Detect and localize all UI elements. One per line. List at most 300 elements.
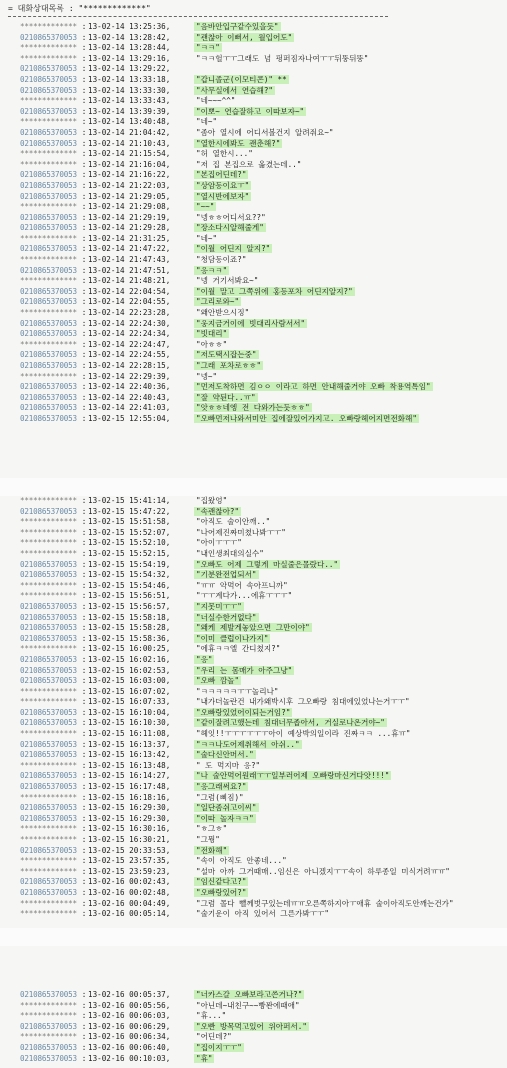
message-text: "허 열한시..." (196, 149, 253, 159)
message-row (20, 287, 500, 298)
message-row (20, 990, 500, 1001)
message-row (20, 888, 500, 899)
message-row (20, 814, 500, 825)
message-row (20, 655, 500, 666)
sender-id: ************* (20, 760, 77, 770)
separator: : (81, 286, 87, 296)
timestamp: 13-02-15 15:58:18, (88, 612, 171, 622)
sender-id: 0210865370053 (20, 990, 77, 999)
message-text: "오빠랑있었어이되는거임?" (196, 707, 291, 717)
separator: : (81, 760, 87, 770)
sender-id: 0210865370053 (20, 74, 77, 84)
timestamp: 13-02-16 00:06:03, (88, 1011, 171, 1021)
sender-id: ************* (20, 1011, 77, 1021)
sender-id: 0210865370053 (20, 127, 77, 137)
separator: : (81, 739, 87, 749)
message-text: "같이잘려고했는데 침대너무좁아서, 거실로나온거야~" (196, 718, 385, 728)
timestamp: 13-02-15 16:29:30, (88, 803, 171, 813)
timestamp: 13-02-15 16:18:16, (88, 792, 171, 802)
message-text: " 도 먹지마 응?" (196, 760, 261, 770)
timestamp: 13-02-14 22:24:55, (88, 350, 171, 360)
separator: : (81, 1011, 87, 1021)
sender-id: ************* (20, 96, 77, 106)
timestamp: 13-02-14 13:33:43, (88, 96, 171, 106)
message-row (20, 1022, 500, 1033)
separator: : (81, 824, 87, 834)
message-text: "너실수한거없다" (196, 612, 257, 622)
sender-id: ************* (20, 308, 77, 318)
sender-id: ************* (20, 233, 77, 243)
separator: : (81, 265, 87, 275)
timestamp: 13-02-14 21:47:43, (88, 255, 171, 265)
timestamp: 13-02-15 16:11:08, (88, 729, 171, 739)
message-text: "휴" (196, 1053, 213, 1063)
separator: : (81, 887, 87, 897)
sender-id: 0210865370053 (20, 1042, 77, 1052)
sender-id: ************* (20, 729, 77, 739)
sender-id: 0210865370053 (20, 318, 77, 328)
message-row (20, 33, 500, 44)
timestamp: 13-02-14 22:28:15, (88, 361, 171, 370)
sender-id: 0210865370053 (20, 180, 77, 190)
message-row (20, 909, 500, 920)
timestamp: 13-02-14 13:25:36, (88, 22, 171, 31)
message-row (20, 403, 500, 414)
sender-id: 0210865370053 (20, 106, 77, 116)
timestamp: 13-02-16 00:06:34, (88, 1032, 171, 1042)
message-text: "그럼 몰다 뺄께벗구있는데ㅠㅠ오른쪽하지아ㅜ애휴 술이아직도안깨는건가" (196, 898, 454, 908)
message-text: "지못미ㅜㅜ" (196, 601, 242, 611)
message-text: "아닌데~내친구~~빵꽌에때애" (196, 1000, 300, 1010)
message-text: "왜케 제발게놓았으면 그만이야" (196, 623, 310, 633)
sender-id: ************* (20, 856, 77, 866)
message-text: "그뭥" (196, 835, 220, 844)
timestamp: 13-02-14 21:29:08, (88, 202, 171, 212)
sender-id: ************* (20, 53, 77, 63)
separator: : (81, 792, 87, 802)
message-row (20, 761, 500, 772)
message-text: "열시반에보자" (196, 191, 250, 201)
separator: : (81, 496, 87, 505)
separator: : (81, 517, 87, 527)
separator: : (81, 64, 87, 74)
separator: : (81, 707, 87, 717)
timestamp: 13-02-14 21:04:42, (88, 127, 171, 137)
separator: : (81, 591, 87, 601)
message-row (20, 718, 500, 729)
message-row (20, 867, 500, 878)
message-row (20, 1032, 500, 1043)
message-text: "집이지ㅜㅜ" (196, 1042, 242, 1052)
sender-id: ************* (20, 1000, 77, 1010)
sender-id: 0210865370053 (20, 654, 77, 664)
separator: : (81, 676, 87, 686)
separator: : (81, 506, 87, 516)
sender-id: ************* (20, 496, 77, 505)
sender-id: ************* (20, 371, 77, 381)
separator: : (81, 718, 87, 728)
message-text: "ㅋㅋ헐ㅜㅜ그래도 넘 펑퍼짐자나여ㅜㅜ뒤뚱뒤뚱" (196, 53, 369, 63)
separator: : (81, 382, 87, 392)
message-row (20, 846, 500, 857)
timestamp: 13-02-14 21:47:22, (88, 244, 171, 254)
sender-id: ************* (20, 580, 77, 590)
sender-id: 0210865370053 (20, 665, 77, 675)
message-text: "저 집 본집으로 옮겼는데.." (196, 159, 302, 169)
message-row (20, 266, 500, 277)
sender-id: 0210865370053 (20, 601, 77, 611)
timestamp: 13-02-15 16:10:30, (88, 718, 171, 728)
sender-id: ************* (20, 697, 77, 707)
message-row (20, 54, 500, 65)
message-row (20, 750, 500, 761)
sender-id: ************* (20, 202, 77, 212)
message-row (20, 329, 500, 340)
timestamp: 13-02-15 16:10:04, (88, 707, 171, 717)
page-break-2 (0, 928, 507, 946)
timestamp: 13-02-15 12:55:04, (88, 413, 171, 423)
sender-id: ************* (20, 792, 77, 802)
sender-id: 0210865370053 (20, 845, 77, 855)
separator: : (81, 212, 87, 222)
separator: : (81, 371, 87, 381)
separator: : (81, 127, 87, 137)
message-row (20, 170, 500, 181)
sender-id: ************* (20, 255, 77, 265)
separator: : (81, 244, 87, 254)
sender-id: 0210865370053 (20, 297, 77, 307)
separator: : (81, 898, 87, 908)
sender-id: ************* (20, 22, 77, 31)
message-text: "아직도 술이안깨.." (196, 517, 271, 527)
message-text: "응그래써요?" (196, 782, 247, 792)
sender-id: ************* (20, 276, 77, 286)
message-row (20, 793, 500, 804)
sender-id: 0210865370053 (20, 85, 77, 95)
message-text: "휴..." (196, 1011, 227, 1021)
sender-id: 0210865370053 (20, 32, 77, 42)
message-row (20, 382, 500, 393)
sender-id: 0210865370053 (20, 676, 77, 686)
sender-id: ************* (20, 149, 77, 159)
message-row (20, 623, 500, 634)
message-row (20, 297, 500, 308)
message-text: "먼저도착하면 김ㅇㅇ 이라고 하면 안내해줄거야 오빠 착용역톡임" (196, 382, 431, 392)
separator: : (81, 570, 87, 580)
message-text: "네~" (196, 233, 218, 243)
sender-id: 0210865370053 (20, 265, 77, 275)
message-row (20, 107, 500, 118)
timestamp: 13-02-14 21:10:43, (88, 138, 171, 148)
sender-id: ************* (20, 1032, 77, 1042)
sender-id: 0210865370053 (20, 750, 77, 760)
message-text (194, 64, 198, 73)
sender-id: ************* (20, 517, 77, 527)
message-block-2 (20, 496, 500, 920)
timestamp: 13-02-14 22:04:55, (88, 297, 171, 307)
message-text: "술다신안머서." (196, 750, 254, 760)
timestamp: 13-02-14 13:29:22, (88, 64, 171, 74)
sender-id: 0210865370053 (20, 559, 77, 569)
message-row (20, 835, 500, 846)
message-text: "임신같다고?" (196, 877, 247, 887)
message-text: "속괜찮아?" (196, 506, 240, 516)
message-text: "본집어딘데?" (196, 170, 247, 180)
separator: : (81, 633, 87, 643)
timestamp: 13-02-15 16:13:48, (88, 760, 171, 770)
separator: : (81, 538, 87, 548)
message-row (20, 213, 500, 224)
timestamp: 13-02-15 15:56:51, (88, 591, 171, 601)
message-text: "그리로와~" (196, 297, 240, 307)
timestamp: 13-02-15 15:54:46, (88, 580, 171, 590)
message-text: "왜안받으시징" (196, 308, 250, 318)
separator: : (81, 548, 87, 558)
message-row (20, 223, 500, 234)
message-text: "일단좀쉬고이씨" (196, 803, 257, 813)
message-row (20, 139, 500, 150)
separator: : (81, 255, 87, 265)
separator: : (81, 527, 87, 537)
message-text: "잘 약된다..ㅠ" (196, 392, 256, 402)
message-text: "사무실에서 연습해?" (196, 85, 273, 95)
message-text: "앗ㅎㅎ네엥 전 다와가는듯ㅎㅎ" (196, 403, 310, 413)
timestamp: 13-02-14 13:33:30, (88, 85, 171, 95)
sender-id: 0210865370053 (20, 223, 77, 233)
separator: : (81, 392, 87, 402)
separator: : (81, 750, 87, 760)
message-row (20, 1001, 500, 1012)
separator: : (81, 32, 87, 42)
message-row (20, 128, 500, 139)
message-text: "상암동이요ㅜ" (196, 180, 250, 190)
sender-id: ************* (20, 548, 77, 558)
message-text: "웅지금거이에 빗대리사람서서" (196, 318, 306, 328)
message-row (20, 803, 500, 814)
separator: : (81, 361, 87, 370)
message-block-3 (20, 990, 500, 1064)
sender-id: 0210865370053 (20, 350, 77, 360)
separator: : (81, 318, 87, 328)
separator: : (81, 877, 87, 887)
message-text: "오빤 방목먹고있어 위아퍼서." (196, 1021, 307, 1031)
timestamp: 13-02-16 00:02:43, (88, 877, 171, 887)
timestamp: 13-02-14 13:40:48, (88, 117, 171, 127)
timestamp: 13-02-14 21:15:54, (88, 149, 171, 159)
timestamp: 13-02-15 15:52:10, (88, 538, 171, 548)
message-row (20, 856, 500, 867)
message-row (20, 676, 500, 687)
sender-id: ************* (20, 527, 77, 537)
message-row (20, 538, 500, 549)
message-text: "이월 말고 그쪽위에 홍등포차 어딘지알지?" (196, 286, 353, 296)
message-row (20, 1054, 500, 1065)
message-text: "기분완전업되서" (196, 570, 257, 580)
message-text: "청담동이죠?" (196, 255, 247, 265)
message-text: "ㅠㅠ 악먹어 속아프니까" (196, 580, 288, 590)
sender-id: 0210865370053 (20, 633, 77, 643)
timestamp: 13-02-15 20:33:53, (88, 845, 171, 855)
message-row (20, 740, 500, 751)
timestamp: 13-02-15 15:54:32, (88, 570, 171, 580)
message-text: "빗대리" (196, 329, 228, 339)
separator: : (81, 180, 87, 190)
message-text: "넹~" (196, 371, 218, 381)
timestamp: 13-02-16 00:02:48, (88, 887, 171, 897)
message-row (20, 591, 500, 602)
message-text: "ㅎ그ㅎ" (196, 824, 228, 834)
sender-id: 0210865370053 (20, 329, 77, 339)
timestamp: 13-02-15 16:30:16, (88, 824, 171, 834)
message-text: "좀아 열시에 어디서볼건지 알려줘요~" (196, 127, 334, 137)
message-row (20, 1043, 500, 1054)
message-text: "열한시에봐도 괜춘해?" (196, 138, 281, 148)
timestamp: 13-02-14 21:31:25, (88, 233, 171, 243)
timestamp: 13-02-14 21:16:22, (88, 170, 171, 180)
separator: : (81, 1032, 87, 1042)
separator: : (81, 771, 87, 781)
timestamp: 13-02-14 22:24:47, (88, 339, 171, 349)
message-text: "ㅋㅋ" (196, 43, 220, 53)
separator: : (81, 159, 87, 169)
sender-id: 0210865370053 (20, 1053, 77, 1063)
timestamp: 13-02-15 15:47:22, (88, 506, 171, 516)
message-row (20, 22, 500, 33)
separator: : (81, 85, 87, 95)
separator: : (81, 835, 87, 844)
message-row (20, 86, 500, 97)
timestamp: 13-02-14 22:24:30, (88, 318, 171, 328)
separator: : (81, 856, 87, 866)
message-text: "오빠도 어제 그렇게 마실줄은몰랐다.." (196, 559, 339, 569)
timestamp: 13-02-14 22:24:34, (88, 329, 171, 339)
message-text: "저도택시잡는중" (196, 350, 257, 360)
timestamp: 13-02-15 16:02:53, (88, 665, 171, 675)
message-text: "오빠랑있어?" (196, 887, 247, 897)
message-text: "나어제진짜미쳤나봐ㅜㅜ" (196, 527, 286, 537)
message-row (20, 234, 500, 245)
separator: : (81, 202, 87, 212)
message-row (20, 192, 500, 203)
sender-id: 0210865370053 (20, 887, 77, 897)
message-text: "ㅋㅋ나도어제취해서 아쉬.." (196, 739, 300, 749)
sender-id: ************* (20, 591, 77, 601)
sender-id: 0210865370053 (20, 813, 77, 823)
message-row (20, 560, 500, 571)
sender-id: ************* (20, 159, 77, 169)
sender-id: 0210865370053 (20, 392, 77, 402)
message-row (20, 160, 500, 171)
message-row (20, 308, 500, 319)
message-text: "이미 클럽이나가지" (196, 633, 269, 643)
message-text: "네~" (196, 117, 218, 127)
timestamp: 13-02-16 00:05:37, (88, 990, 171, 999)
message-text: "집왔엉" (196, 496, 228, 505)
timestamp: 13-02-15 16:17:48, (88, 782, 171, 792)
sender-id: 0210865370053 (20, 191, 77, 201)
sender-id: 0210865370053 (20, 612, 77, 622)
message-row (20, 528, 500, 539)
sender-id: 0210865370053 (20, 718, 77, 728)
message-row (20, 255, 500, 266)
message-row (20, 393, 500, 404)
timestamp: 13-02-15 16:02:16, (88, 654, 171, 664)
separator: : (81, 623, 87, 633)
message-row (20, 350, 500, 361)
message-text: "아ㅎㅎ" (196, 339, 228, 349)
separator: : (81, 117, 87, 127)
timestamp: 13-02-15 16:29:30, (88, 813, 171, 823)
message-row (20, 644, 500, 655)
message-text: "술기운이 아직 있어서 그른가봐ㅜㅜ" (196, 909, 329, 919)
message-text: "네~~~^^" (196, 96, 236, 106)
timestamp: 13-02-15 16:30:21, (88, 835, 171, 844)
sender-id: ************* (20, 686, 77, 696)
sender-id: 0210865370053 (20, 286, 77, 296)
timestamp: 13-02-16 00:10:03, (88, 1053, 171, 1063)
message-row (20, 496, 500, 507)
message-row (20, 517, 500, 528)
timestamp: 13-02-14 21:29:28, (88, 223, 171, 233)
timestamp: 13-02-14 13:29:16, (88, 53, 171, 63)
timestamp: 13-02-15 15:51:58, (88, 517, 171, 527)
message-row (20, 899, 500, 910)
timestamp: 13-02-14 22:41:03, (88, 403, 171, 413)
sender-id: 0210865370053 (20, 403, 77, 413)
timestamp: 13-02-15 16:07:02, (88, 686, 171, 696)
message-text: "ㅜㅜ계다가...에휴ㅜㅜㅜ" (196, 591, 293, 601)
separator: : (81, 782, 87, 792)
message-row (20, 697, 500, 708)
timestamp: 13-02-16 00:05:14, (88, 909, 171, 919)
separator: : (81, 403, 87, 413)
page-break-1 (0, 478, 507, 496)
separator: : (81, 803, 87, 813)
message-row (20, 729, 500, 740)
message-text: "나 술안먹어원래ㅜㅜ일부러어제 오빠랑마신거다앗!!!" (196, 771, 390, 781)
separator: : (81, 813, 87, 823)
timestamp: 13-02-14 21:16:04, (88, 159, 171, 169)
sender-id: 0210865370053 (20, 361, 77, 370)
separator: : (81, 339, 87, 349)
message-row (20, 117, 500, 128)
timestamp: 13-02-16 00:05:56, (88, 1000, 171, 1010)
timestamp: 13-02-15 16:13:42, (88, 750, 171, 760)
message-text: "헤잇!!ㅜㅜㅜㅜㅜㅜ아이 예상박의일이라 진짜ㅋㅋ ...휴ㅠ" (196, 729, 411, 739)
message-text: "응ㅋㅋ" (196, 265, 228, 275)
timestamp: 13-02-14 21:29:05, (88, 191, 171, 201)
message-row (20, 361, 500, 372)
separator: : (81, 96, 87, 106)
message-row (20, 570, 500, 581)
message-row (20, 666, 500, 677)
message-text: "전화해" (196, 845, 228, 855)
separator: : (81, 866, 87, 876)
timestamp: 13-02-14 21:29:19, (88, 212, 171, 222)
separator: : (81, 308, 87, 318)
separator: : (81, 1000, 87, 1010)
sender-id: 0210865370053 (20, 64, 77, 74)
timestamp: 13-02-14 21:22:03, (88, 180, 171, 190)
message-row (20, 319, 500, 330)
message-text: "우리 는 몸매가 아주그냥" (196, 665, 293, 675)
separator: : (81, 413, 87, 423)
separator: : (81, 138, 87, 148)
timestamp: 13-02-15 15:41:14, (88, 496, 171, 505)
message-text: "그래 포차로ㅎㅎ" (196, 361, 262, 370)
sender-id: ************* (20, 644, 77, 654)
separator: : (81, 191, 87, 201)
